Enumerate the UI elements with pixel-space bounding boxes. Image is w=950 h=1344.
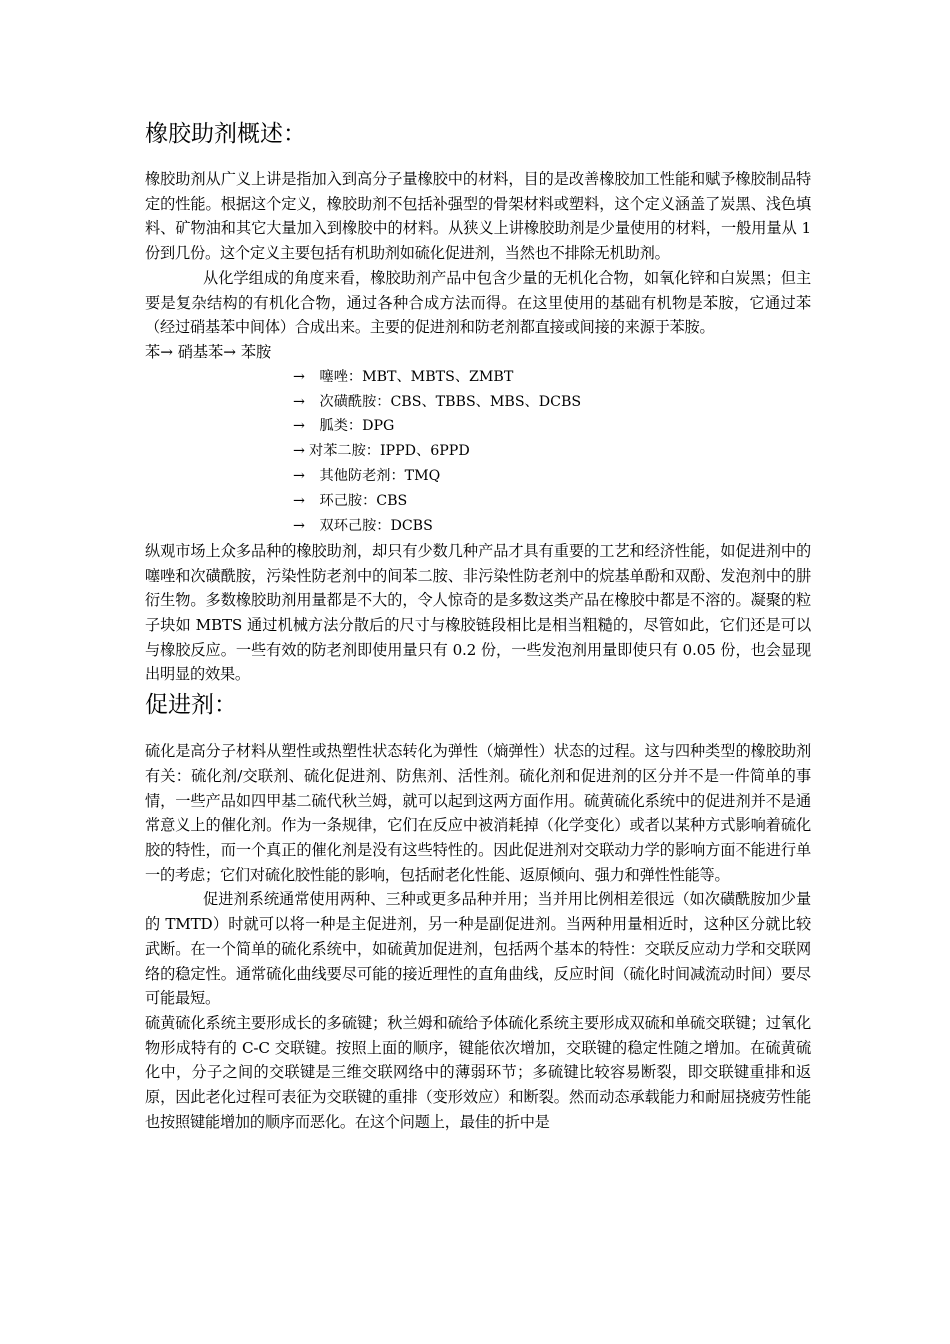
paragraph-market-overview: 纵观市场上众多品种的橡胶助剂，却只有少数几种产品才具有重要的工艺和经济性能，如促进剂中的噻唑和次磺酰胺，污染性防老剂中的间苯二胺、非污染性防老剂中的烷基单酚和双酚、发泡剂中的肼衍生物。多数橡胶助剂用量都是不大的，令人惊奇的是多数这类产品在橡胶中都是不溶的。凝聚的粒子块如 MBTS 通过机械方法分散后的尺寸与橡胶链段相比是相当粗糙的，尽管如此，它们还是可以与橡胶反应。一些有效的防老剂即使用量只有 0.2 份，一些发泡剂用量即使只有 0.05 份，也会显现出明显的效果。 bbox=[145, 541, 811, 684]
aniline-derivatives-list bbox=[145, 365, 811, 539]
list-item bbox=[145, 464, 811, 489]
list-item-text: 胍类：DPG bbox=[319, 418, 395, 435]
arrow-icon: → bbox=[293, 468, 305, 485]
list-item bbox=[145, 390, 811, 415]
section-title-overview: 橡胶助剂概述： bbox=[145, 121, 306, 147]
synthesis-chain: 苯→ 硝基苯→ 苯胺 bbox=[145, 342, 272, 361]
list-item-text: 其他防老剂：TMQ bbox=[319, 468, 441, 485]
document-body bbox=[145, 116, 811, 1134]
arrow-icon: → bbox=[293, 368, 305, 385]
section-title-accelerators: 促进剂： bbox=[145, 692, 237, 719]
list-item bbox=[145, 365, 811, 390]
list-item-text: 双环己胺：DCBS bbox=[319, 518, 433, 535]
arrow-icon: → bbox=[293, 518, 305, 535]
list-item bbox=[145, 439, 811, 464]
list-item-text: 环己胺：CBS bbox=[319, 493, 408, 510]
arrow-icon: → bbox=[293, 418, 305, 435]
arrow-icon: → bbox=[293, 393, 305, 410]
list-item-text: 次磺酰胺：CBS、TBBS、MBS、DCBS bbox=[319, 393, 582, 410]
list-item-text: 噻唑：MBT、MBTS、ZMBT bbox=[319, 368, 514, 385]
list-item-text: 对苯二胺：IPPD、6PPD bbox=[309, 443, 470, 460]
paragraph-accelerator-systems: 促进剂系统通常使用两种、三种或更多品种并用；当并用比例相差很远（如次磺酰胺加少量的 TMTD）时就可以将一种是主促进剂，另一种是副促进剂。当两种用量相近时，这种区分就比较武断。在一个简单的硫化系统中，如硫黄加促进剂，包括两个基本的特性：交联反应动力学和交联网络的稳定性。通常硫化曲线要尽可能的接近理性的直角曲线，反应时间（硫化时间减流动时间）要尽可能最短。 bbox=[145, 890, 811, 1008]
list-item bbox=[145, 514, 811, 539]
paragraph-crosslink-types: 硫黄硫化系统主要形成长的多硫键；秋兰姆和硫给予体硫化系统主要形成双硫和单硫交联键；过氧化物形成特有的 C-C 交联键。按照上面的顺序，键能依次增加，交联键的稳定性随之增加。在硫黄硫化中，分子之间的交联键是三维交联网络中的薄弱环节；多硫键比较容易断裂，即交联键重排和返原，因此老化过程可表征为交联键的重排（变形效应）和断裂。然而动态承载能力和耐屈挠疲劳性能也按照键能增加的顺序而恶化。在这个问题上，最佳的折中是 bbox=[145, 1013, 811, 1131]
paragraph-chemical-composition: 从化学组成的角度来看，橡胶助剂产品中包含少量的无机化合物，如氧化锌和白炭黑；但主要是复杂结构的有机化合物，通过各种合成方法而得。在这里使用的基础有机物是苯胺，它通过苯（经过硝基苯中间体）合成出来。主要的促进剂和防老剂都直接或间接的来源于苯胺。 bbox=[145, 268, 811, 337]
list-item bbox=[145, 414, 811, 439]
paragraph-vulcanization: 硫化是高分子材料从塑性或热塑性状态转化为弹性（熵弹性）状态的过程。这与四种类型的橡胶助剂有关：硫化剂/交联剂、硫化促进剂、防焦剂、活性剂。硫化剂和促进剂的区分并不是一件简单的事情，一些产品如四甲基二硫代秋兰姆，就可以起到这两方面作用。硫黄硫化系统中的促进剂并不是通常意义上的催化剂。作为一条规律，它们在反应中被消耗掉（化学变化）或者以某种方式影响着硫化胶的特性，而一个真正的催化剂是没有这些特性的。因此促进剂对交联动力学的影响方面不能进行单一的考虑；它们对硫化胶性能的影响，包括耐老化性能、返原倾向、强力和弹性性能等。 bbox=[145, 742, 811, 884]
list-item bbox=[145, 489, 811, 514]
arrow-icon: → bbox=[293, 493, 305, 510]
paragraph-definition: 橡胶助剂从广义上讲是指加入到高分子量橡胶中的材料，目的是改善橡胶加工性能和赋予橡胶制品特定的性能。根据这个定义，橡胶助剂不包括补强型的骨架材料或塑料，这个定义涵盖了炭黑、浅色填料、矿物油和其它大量加入到橡胶中的材料。从狭义上讲橡胶助剂是少量使用的材料，一般用量从 1 份到几份。这个定义主要包括有机助剂如硫化促进剂，当然也不排除无机助剂。 bbox=[145, 170, 811, 263]
arrow-icon: → bbox=[293, 443, 305, 460]
